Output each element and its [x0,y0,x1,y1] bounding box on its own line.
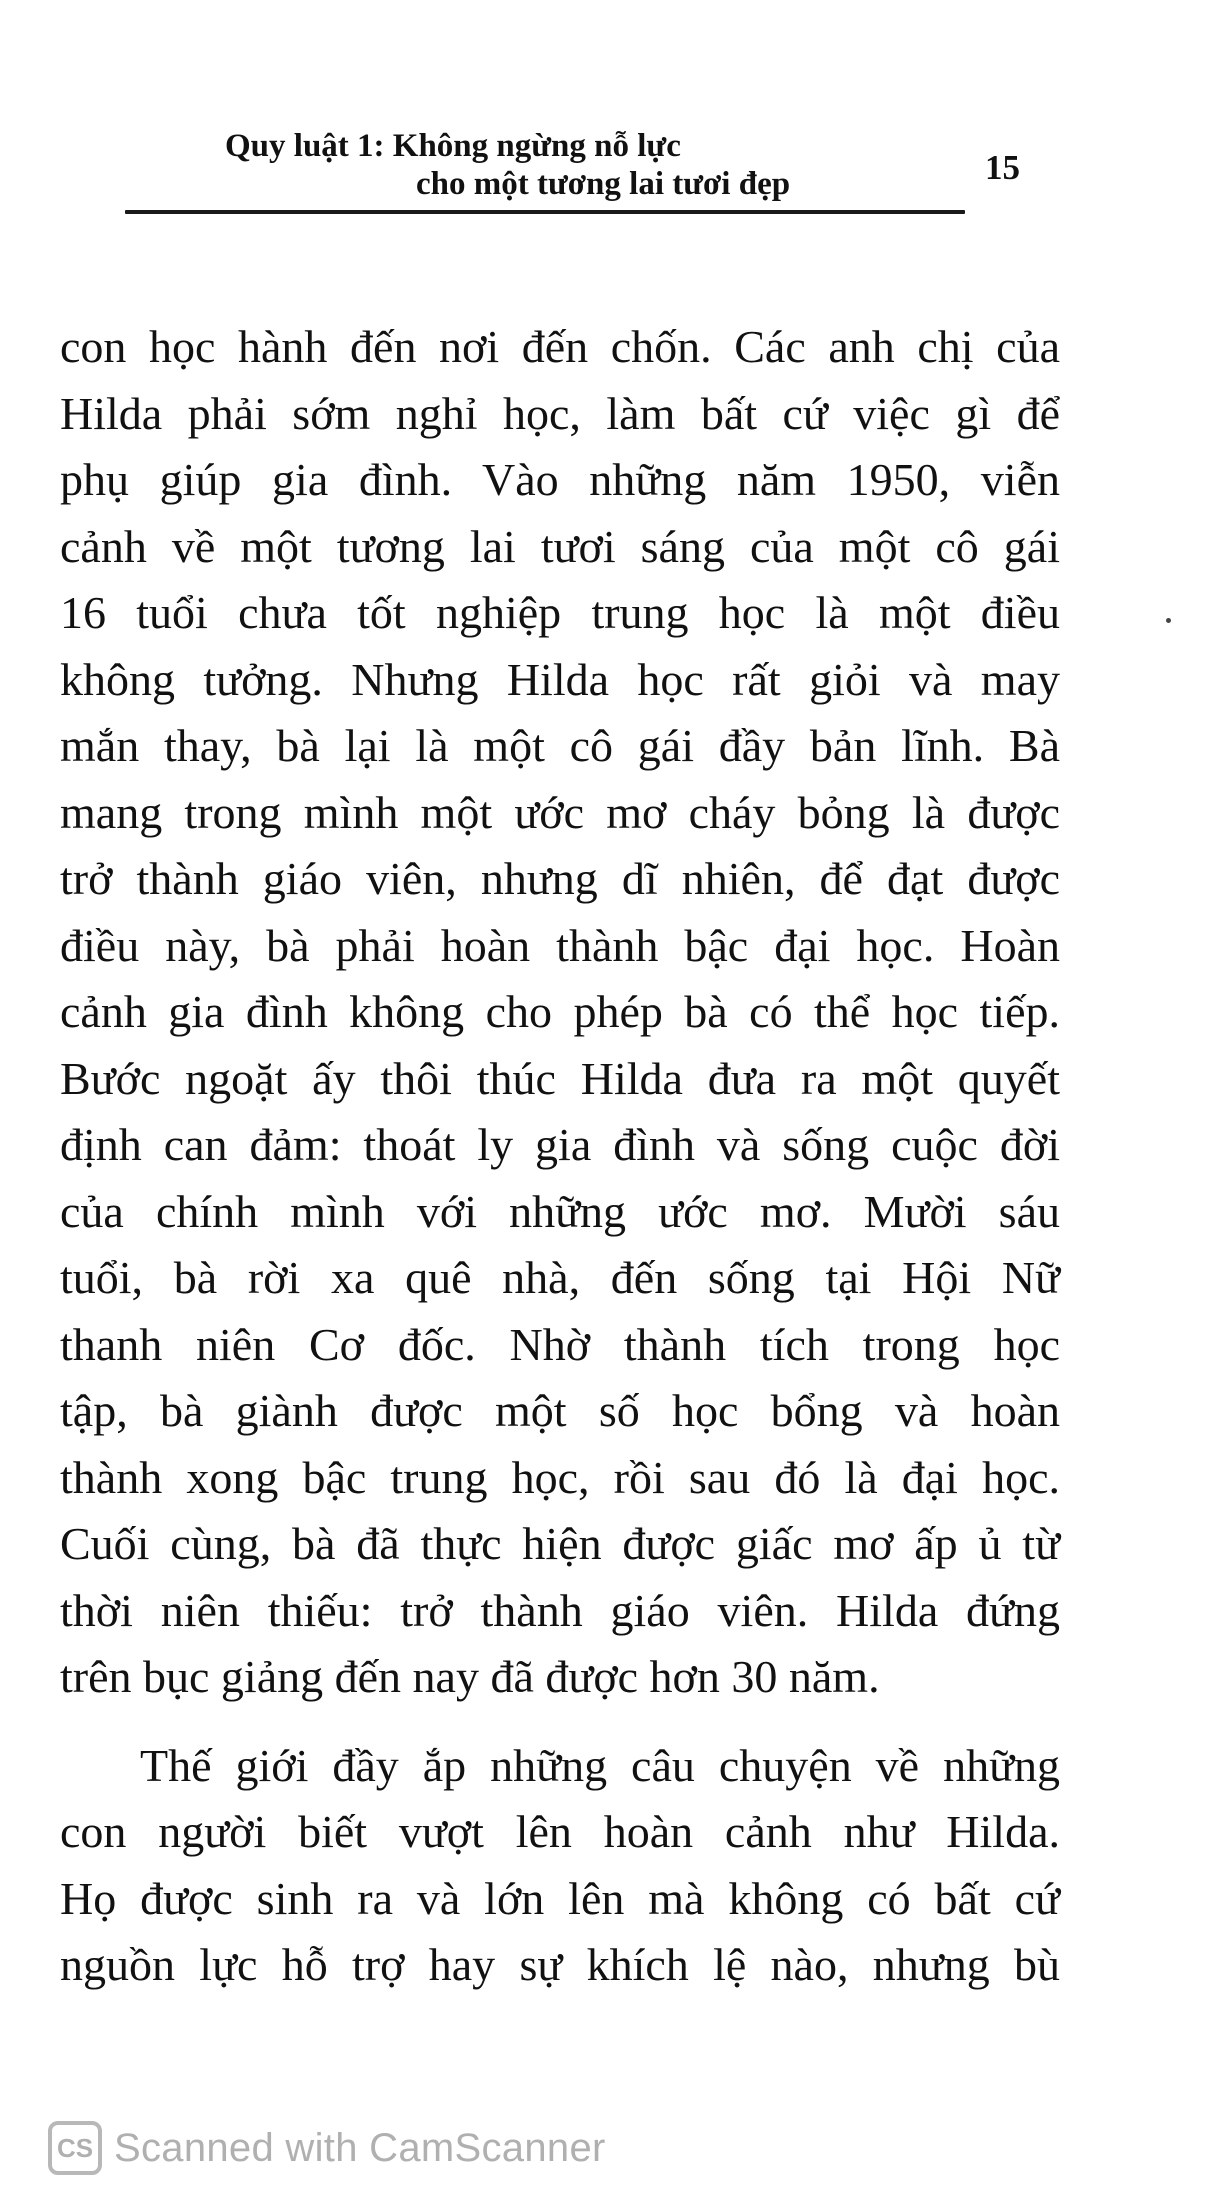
text-line: mang trong mình một ước mơ cháy bỏng là được [60,786,1060,838]
text-line: không tưởng. Nhưng Hilda học rất giỏi và may [60,653,1060,705]
text-line: tập, bà giành được một số học bổng và hoàn [60,1385,1060,1436]
text-line: con học hành đến nơi đến chốn. Các anh chị của [60,321,1060,372]
text-line: phụ giúp gia đình. Vào những năm 1950, viễn [60,454,1060,505]
page-body [60,314,1060,1999]
text-line: con người biết vượt lên hoàn cảnh như Hilda. [60,1806,1060,1857]
paragraph-2 [60,1733,1060,1999]
text-line: mắn thay, bà lại là một cô gái đầy bản lĩnh. Bà [60,720,1060,771]
page-number: 15 [985,148,1020,187]
chapter-title [225,128,805,204]
text-line: nguồn lực hỗ trợ hay sự khích lệ nào, nhưng bù [60,1939,1060,1990]
chapter-title-line-1: Quy luật 1: Không ngừng nỗ lực [225,128,681,164]
camscanner-logo-icon: CS [48,2121,102,2175]
scan-speck [1166,618,1171,623]
running-header [120,128,1020,220]
chapter-title-line-2: cho một tương lai tươi đẹp [416,165,791,202]
header-divider [125,210,965,214]
text-line: thanh niên Cơ đốc. Nhờ thành tích trong học [60,1318,1060,1370]
paragraph-gap [60,1711,1060,1733]
text-line: Thế giới đầy ắp những câu chuyện về những [140,1739,1060,1791]
text-line: cảnh gia đình không cho phép bà có thể học tiếp. [60,986,1060,1037]
text-line: tuổi, bà rời xa quê nhà, đến sống tại Hội Nữ [60,1252,1060,1303]
text-line: Hilda phải sớm nghỉ học, làm bất cứ việc gì để [60,387,1060,439]
text-line: điều này, bà phải hoàn thành bậc đại học. Hoàn [60,919,1060,971]
text-line: cảnh về một tương lai tươi sáng của một cô gái [60,520,1060,572]
text-line: của chính mình với những ước mơ. Mười sáu [60,1185,1060,1237]
text-line: thời niên thiếu: trở thành giáo viên. Hilda đứng [60,1584,1060,1636]
text-line: thành xong bậc trung học, rồi sau đó là đại học. [60,1451,1060,1503]
text-line: định can đảm: thoát ly gia đình và sống cuộc đời [60,1119,1060,1170]
text-line: Họ được sinh ra và lớn lên mà không có bất cứ [60,1872,1060,1924]
text-line: Cuối cùng, bà đã thực hiện được giấc mơ ấp ủ từ [60,1518,1060,1569]
text-line: Bước ngoặt ấy thôi thúc Hilda đưa ra một quyết [60,1052,1060,1104]
watermark-text: Scanned with CamScanner [114,2125,606,2170]
text-line: 16 tuổi chưa tốt nghiệp trung học là một điều [60,587,1060,638]
text-line: trên bục giảng đến nay đã được hơn 30 năm. [60,1651,880,1702]
text-line: trở thành giáo viên, nhưng dĩ nhiên, để đạt được [60,853,1060,904]
paragraph-1 [60,314,1060,1711]
camscanner-watermark [48,2118,606,2178]
